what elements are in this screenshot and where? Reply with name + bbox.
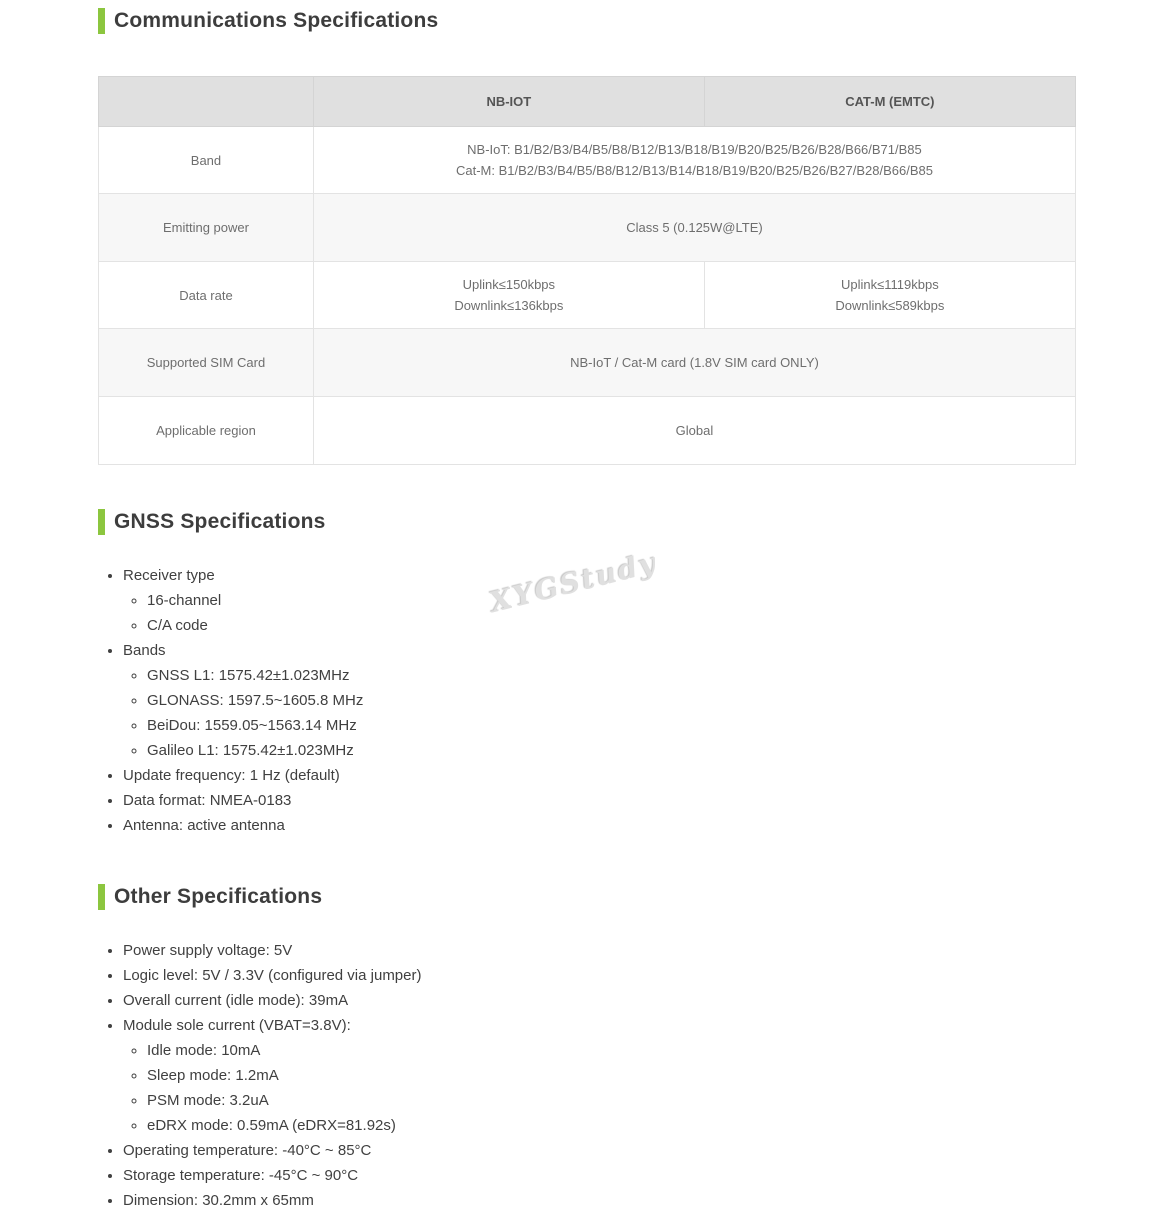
sub-list-item: ◦ GLONASS: 1597.5~1605.8 MHz (147, 688, 1076, 713)
list-item: • Logic level: 5V / 3.3V (configured via jumper) (123, 963, 1076, 988)
data-rate-catm-uplink: Uplink≤1119kbps (841, 277, 939, 292)
watermark: XYGStudy (486, 545, 661, 620)
list-item-text: Module sole current (VBAT=3.8V): (123, 1017, 351, 1034)
row-label-band: Band (99, 127, 314, 194)
list-item (123, 638, 1076, 763)
list-item (123, 1013, 1076, 1138)
sub-list-item: ◦ 16-channel (147, 588, 1076, 613)
table-row-sim-card (99, 329, 1076, 397)
heading-accent-bar (98, 8, 105, 34)
heading-accent-bar (98, 509, 105, 535)
gnss-section-heading (98, 509, 1076, 535)
band-catm-line: Cat-M: B1/B2/B3/B4/B5/B8/B12/B13/B14/B18/B19/B20/B25/B26/B27/B28/B66/B85 (455, 163, 933, 178)
list-item (123, 563, 1076, 638)
header-cell-catm: CAT-M (EMTC) (704, 77, 1075, 127)
other-spec-list (98, 938, 1076, 1213)
communications-section-heading (98, 0, 1076, 34)
other-section-heading (98, 884, 1076, 910)
list-item-text: Receiver type (123, 567, 215, 584)
table-row-band (99, 127, 1076, 194)
list-item: • Power supply voltage: 5V (123, 938, 1076, 963)
list-item: • Storage temperature: -45°C ~ 90°C (123, 1163, 1076, 1188)
table-row-data-rate (99, 262, 1076, 329)
sub-list-item: ◦ C/A code (147, 613, 1076, 638)
communications-spec-table (98, 76, 1076, 465)
row-label-applicable-region: Applicable region (99, 397, 314, 465)
emitting-power-value-cell: Class 5 (0.125W@LTE) (313, 194, 1075, 262)
list-item: • Overall current (idle mode): 39mA (123, 988, 1076, 1013)
data-rate-nbiot-uplink: Uplink≤150kbps (462, 277, 556, 292)
sim-card-value-cell: NB-IoT / Cat-M card (1.8V SIM card ONLY) (313, 329, 1075, 397)
other-heading-text: Other Specifications (114, 885, 323, 908)
content-area (98, 0, 1076, 1213)
data-rate-nbiot-cell (313, 262, 704, 329)
band-nbiot-line: NB-IoT: B1/B2/B3/B4/B5/B8/B12/B13/B18/B19/B20/B25/B26/B28/B66/B71/B85 (467, 142, 922, 157)
row-label-emitting-power: Emitting power (99, 194, 314, 262)
sub-list-item: ◦ Sleep mode: 1.2mA (147, 1063, 1076, 1088)
row-label-data-rate: Data rate (99, 262, 314, 329)
gnss-heading-text: GNSS Specifications (114, 510, 326, 533)
sub-list-item: ◦ PSM mode: 3.2uA (147, 1088, 1076, 1113)
table-row-applicable-region (99, 397, 1076, 465)
data-rate-catm-downlink: Downlink≤589kbps (835, 298, 945, 313)
table-row-emitting-power (99, 194, 1076, 262)
list-item: • Antenna: active antenna (123, 813, 1076, 838)
header-cell-blank (99, 77, 314, 127)
list-item: • Dimension: 30.2mm x 65mm (123, 1188, 1076, 1213)
applicable-region-value-cell: Global (313, 397, 1075, 465)
sub-list-item: ◦ eDRX mode: 0.59mA (eDRX=81.92s) (147, 1113, 1076, 1138)
list-item: • Data format: NMEA-0183 (123, 788, 1076, 813)
sub-list (123, 1038, 1076, 1138)
sub-list-item: ◦ Galileo L1: 1575.42±1.023MHz (147, 738, 1076, 763)
gnss-spec-list (98, 563, 1076, 838)
sub-list (123, 663, 1076, 763)
band-values-cell (313, 127, 1075, 194)
data-rate-nbiot-downlink: Downlink≤136kbps (454, 298, 564, 313)
sub-list (123, 588, 1076, 638)
list-item: • Update frequency: 1 Hz (default) (123, 763, 1076, 788)
sub-list-item: ◦ Idle mode: 10mA (147, 1038, 1076, 1063)
list-item: • Operating temperature: -40°C ~ 85°C (123, 1138, 1076, 1163)
heading-accent-bar (98, 884, 105, 910)
data-rate-catm-cell (704, 262, 1075, 329)
communications-heading-text: Communications Specifications (114, 9, 439, 32)
list-item-text: Bands (123, 642, 166, 659)
row-label-sim-card: Supported SIM Card (99, 329, 314, 397)
header-cell-nbiot: NB-IOT (313, 77, 704, 127)
table-header-row (99, 77, 1076, 127)
sub-list-item: ◦ GNSS L1: 1575.42±1.023MHz (147, 663, 1076, 688)
sub-list-item: ◦ BeiDou: 1559.05~1563.14 MHz (147, 713, 1076, 738)
